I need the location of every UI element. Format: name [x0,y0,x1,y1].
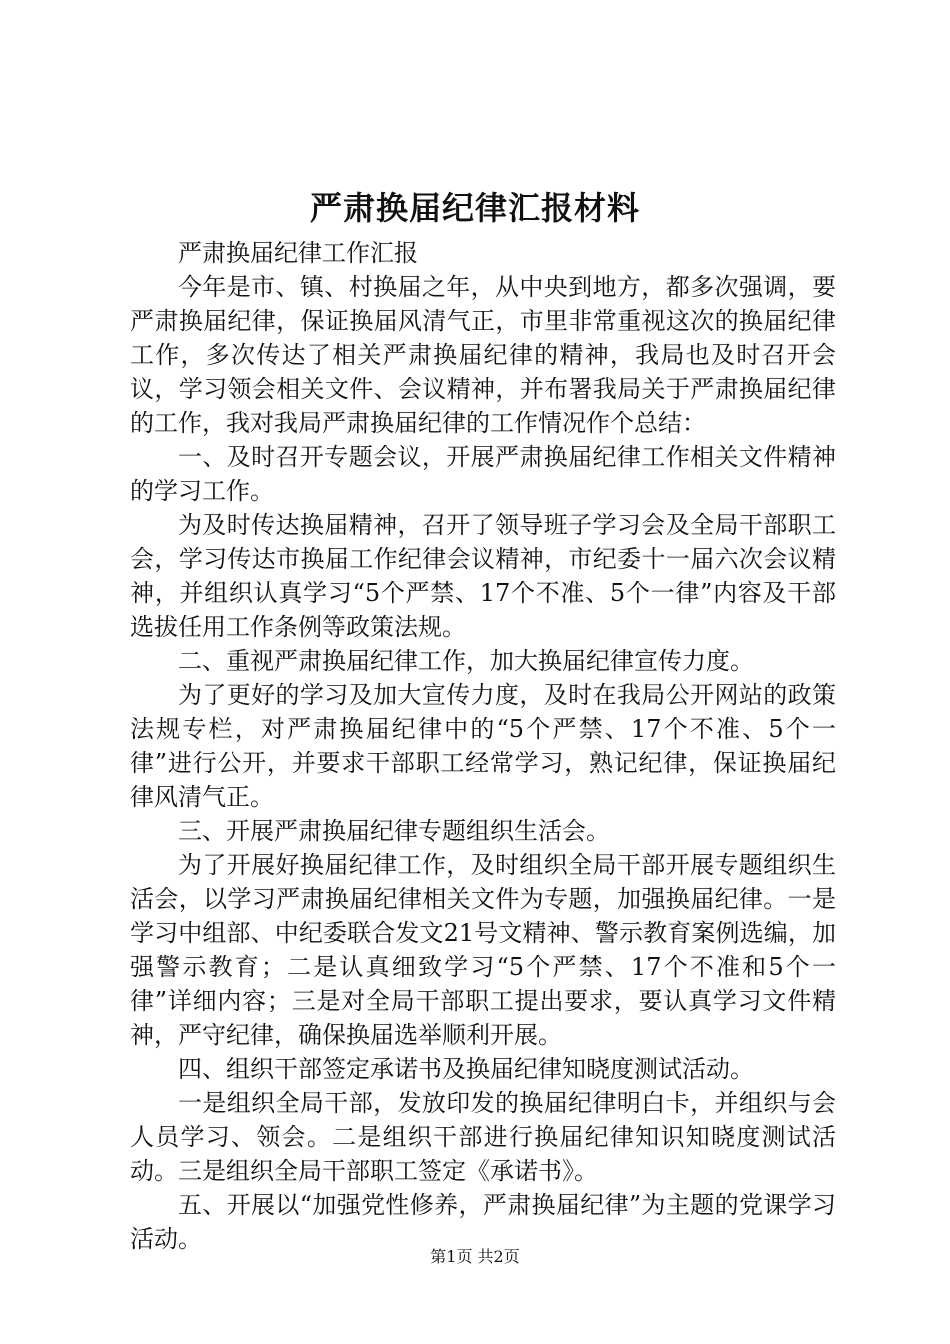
section-body-2: 为了更好的学习及加大宣传力度，及时在我局公开网站的政策法规专栏，对严肃换届纪律中的“5个严禁、17个不准、5个一律”进行公开，并要求干部职工经常学习，熟记纪律，保证换届纪律风清气正。 [130,681,836,811]
document-body [130,236,836,1256]
section-body-1: 为及时传达换届精神，召开了领导班子学习会及全局干部职工会，学习传达市换届工作纪律会议精神，市纪委十一届六次会议精神，并组织认真学习“5个严禁、17个不准、5个一律”内容及干部选拔任用工作条例等政策法规。 [130,511,836,641]
section-heading-2: 二、重视严肃换届纪律工作，加大换届纪律宣传力度。 [178,647,754,675]
section-heading-4: 四、组织干部签定承诺书及换届纪律知晓度测试活动。 [178,1055,754,1083]
paragraph-intro: 今年是市、镇、村换届之年，从中央到地方，都多次强调，要严肃换届纪律，保证换届风清气正，市里非常重视这次的换届纪律工作，多次传达了相关严肃换届纪律的精神，我局也及时召开会议，学习领会相关文件、会议精神，并布署我局关于严肃换届纪律的工作，我对我局严肃换届纪律的工作情况作个总结： [130,273,836,437]
paragraph-subtitle: 严肃换届纪律工作汇报 [178,239,418,267]
document-title: 严肃换届纪律汇报材料 [309,189,640,227]
section-heading-5: 五、开展以“加强党性修养，严肃换届纪律”为主题的党课学习活动。 [130,1191,836,1253]
section-heading-3: 三、开展严肃换届纪律专题组织生活会。 [178,817,610,845]
section-heading-1: 一、及时召开专题会议，开展严肃换届纪律工作相关文件精神的学习工作。 [130,443,836,505]
section-body-3: 为了开展好换届纪律工作，及时组织全局干部开展专题组织生活会，以学习严肃换届纪律相关文件为专题，加强换届纪律。一是学习中组部、中纪委联合发文21号文精神、警示教育案例选编，加强警示教育；二是认真细致学习“5个严禁、17个不准和5个一律”详细内容；三是对全局干部职工提出要求，要认真学习文件精神，严守纪律，确保换届选举顺利开展。 [130,851,836,1049]
page-footer: 第1页 共2页 [430,1247,520,1266]
section-body-4: 一是组织全局干部，发放印发的换届纪律明白卡，并组织与会人员学习、领会。二是组织干部进行换届纪律知识知晓度测试活动。三是组织全局干部职工签定《承诺书》。 [130,1089,836,1185]
